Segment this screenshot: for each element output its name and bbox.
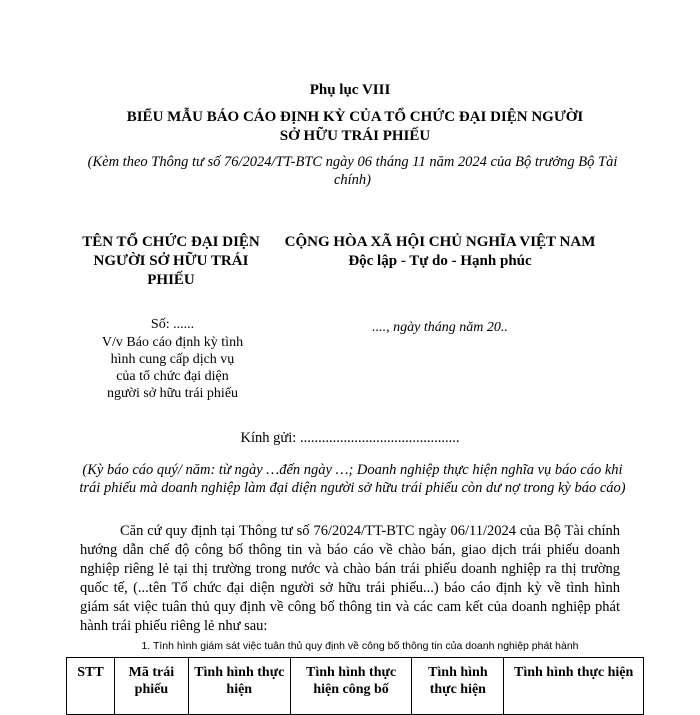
- organization-name: TÊN TỔ CHỨC ĐẠI DIỆN NGƯỜI SỞ HỮU TRÁI PHIẾU: [82, 234, 260, 288]
- national-motto: Độc lập - Tự do - Hạnh phúc: [348, 253, 532, 269]
- reporting-period-note: (Kỳ báo cáo quý/ năm: từ ngày …đến ngày …; Doanh nghiệp thực hiện nghĩa vụ báo cáo khi trái phiếu mà doanh nghiệp làm đại diện người sở hữu trái phiếu còn dư nợ trong kỳ báo cáo): [79, 462, 626, 496]
- table-header-cell: STT: [67, 658, 115, 715]
- document-subtitle: (Kèm theo Thông tư số 76/2024/TT-BTC ngày 06 tháng 11 năm 2024 của Bộ trưởng Bộ Tài chính): [87, 154, 618, 188]
- table-header-cell: Tình hình thực hiện: [412, 658, 504, 715]
- document-subject: V/v Báo cáo định kỳ tình hình cung cấp dịch vụ của tổ chức đại diện người sở hữu trái phiếu: [101, 335, 244, 401]
- table-header-cell: Mã trái phiếu: [114, 658, 188, 715]
- country-name: CỘNG HÒA XÃ HỘI CHỦ NGHĨA VIỆT NAM: [284, 234, 596, 250]
- appendix-label: Phụ lục VIII: [309, 82, 391, 98]
- table-header-cell: Tình hình thực hiện: [188, 658, 290, 715]
- table-header-row: [67, 658, 644, 715]
- table-header-cell: Tình hình thực hiện công bố: [290, 658, 412, 715]
- recipient-line: Kính gửi: ............................................: [240, 430, 460, 446]
- document-number: Số: ......: [150, 317, 195, 332]
- table-header-cell: Tình hình thực hiện: [504, 658, 644, 715]
- document-title: BIỂU MẪU BÁO CÁO ĐỊNH KỲ CỦA TỔ CHỨC ĐẠI DIỆN NGƯỜI SỞ HỮU TRÁI PHIẾU: [126, 109, 584, 144]
- date-line: ...., ngày tháng năm 20..: [372, 320, 508, 335]
- national-header: [265, 233, 615, 271]
- body-paragraph: Căn cứ quy định tại Thông tư số 76/2024/TT-BTC ngày 06/11/2024 của Bộ Tài chính hướng dẫn chế độ công bố thông tin và báo cáo về chào bán, giao dịch trái phiếu doanh nghiệp riêng lẻ tại thị trường trong nước và chào bán trái phiếu doanh nghiệp ra thị trường quốc tế, (...tên Tổ chức đại diện người sở hữu trái phiếu...) báo cáo định kỳ về tình hình giám sát việc tuân thủ quy định về công bố thông tin và các cam kết của doanh nghiệp phát hành trái phiếu riêng lẻ như sau:: [80, 523, 620, 634]
- section-1-title: 1. Tình hình giám sát việc tuân thủ quy định về công bố thông tin của doanh nghiệp phát hành: [141, 640, 579, 652]
- report-table: [66, 657, 644, 715]
